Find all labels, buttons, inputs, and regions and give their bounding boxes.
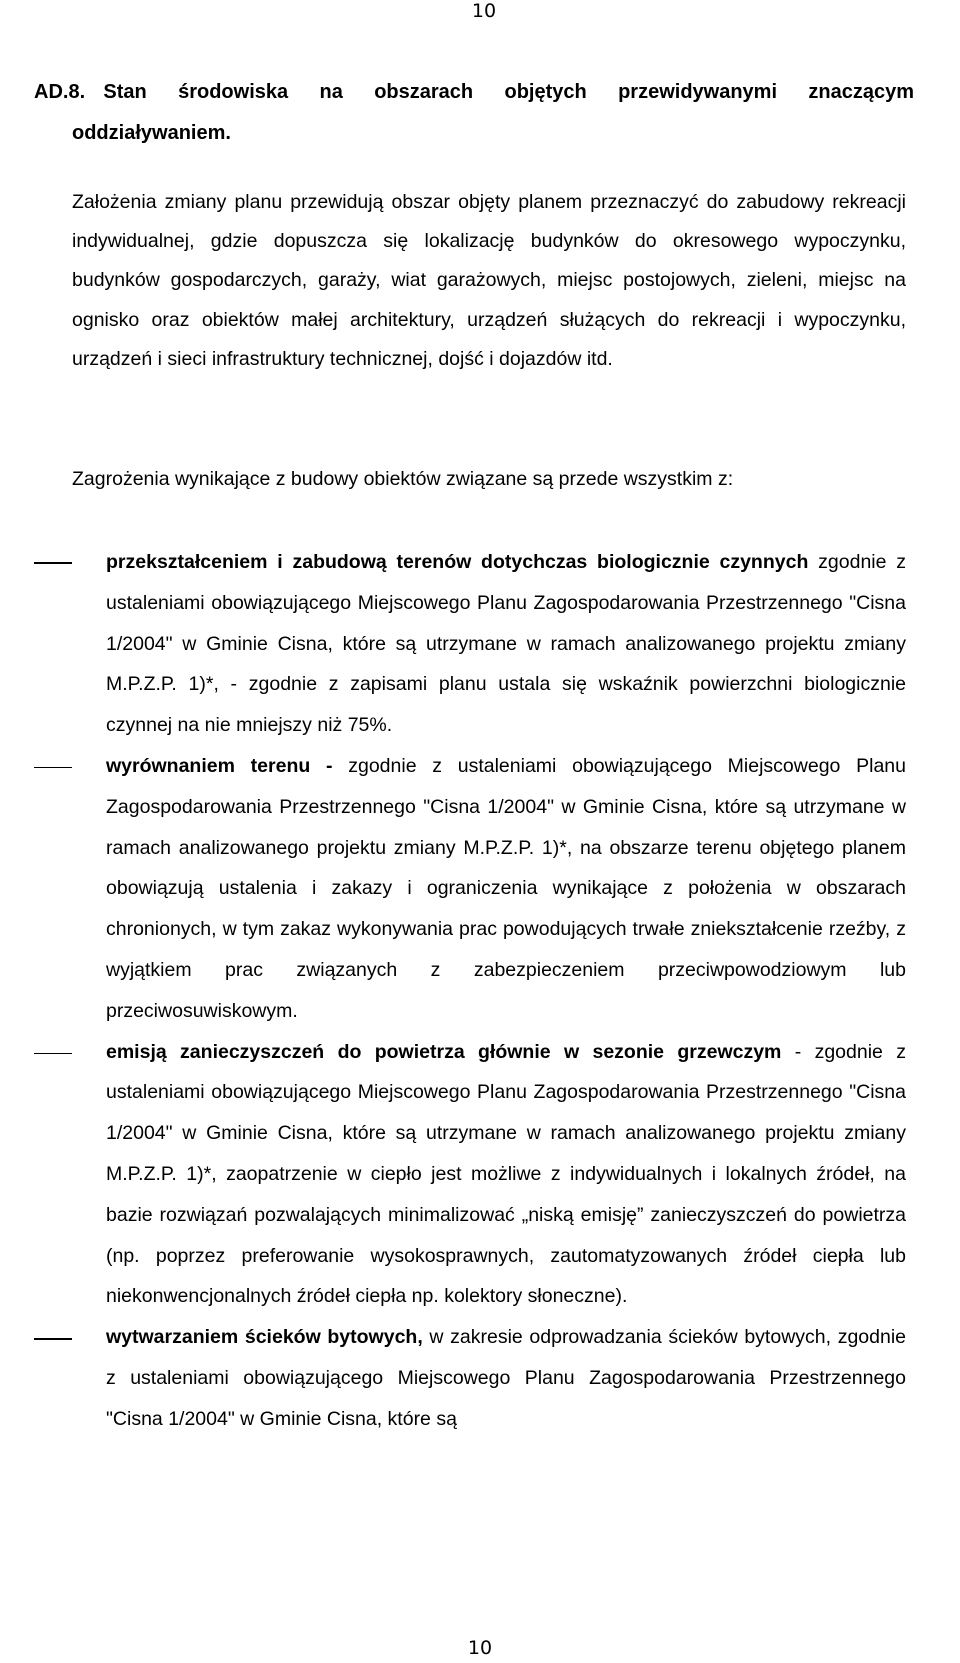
dash-bullet-icon	[34, 1338, 72, 1340]
heading-line-1	[34, 72, 914, 113]
list-item	[34, 542, 906, 746]
threat-list	[34, 542, 906, 1440]
dash-bullet-icon	[34, 767, 72, 769]
paragraph-intro: Założenia zmiany planu przewidują obszar objęty planem przeznaczyć do zabudowy rekreacji indywidualnej, gdzie dopuszcza się lokalizację budynków do okresowego wypoczynku, budynków gospodarczych, garaży, wiat garażowych, miejsc postojowych, zieleni, miejsc na ognisko oraz obiektów małej architektury, urządzeń służących do rekreacji i wypoczynku, urządzeń i sieci infrastruktury technicznej, dojść i dojazdów itd.	[72, 191, 906, 370]
heading-text-line-2: oddziaływaniem.	[72, 122, 231, 144]
list-item	[34, 1032, 906, 1318]
list-item	[34, 746, 906, 1032]
list-item-bold: wytwarzaniem ścieków bytowych,	[106, 1326, 423, 1349]
heading-number: AD.8.	[34, 81, 86, 103]
heading-text-line-1: Stan środowiska na obszarach objętych przewidywanymi znaczącym	[103, 81, 914, 103]
list-item-text: w zakresie odprowadzania ścieków bytowych, zgodnie z ustaleniami obowiązującego Miejscowego Planu Zagospodarowania Przestrzennego "Cisna 1/2004" w Gminie Cisna, które są	[106, 1326, 906, 1430]
list-item-text: - zgodnie z ustaleniami obowiązującego Miejscowego Planu Zagospodarowania Przestrzennego "Cisna 1/2004" w Gminie Cisna, które są utrzymane w ramach analizowanego projektu zmiany M.P.Z.P. 1)*, zaopatrzenie w ciepło jest możliwe z indywidualnych i lokalnych źródeł, na bazie rozwiązań pozwalających minimalizować „niską emisję” zanieczyszczeń do powietrza (np. poprzez preferowanie wysokosprawnych, zautomatyzowanych źródeł ciepła lub niekonwencjonalnych źródeł ciepła np. kolektory słoneczne).	[106, 1040, 906, 1308]
dash-bullet-icon	[34, 1053, 72, 1055]
list-item-bold: przekształceniem i zabudową terenów dotychczas biologicznie czynnych	[106, 551, 809, 573]
page-number-top: 10	[471, 0, 497, 22]
list-item-bold: wyrównaniem terenu -	[106, 754, 333, 777]
list-item-text: zgodnie z ustaleniami obowiązującego Miejscowego Planu Zagospodarowania Przestrzennego "Cisna 1/2004" w Gminie Cisna, które są utrzymane w ramach analizowanego projektu zmiany M.P.Z.P. 1)*, - zgodnie z zapisami planu ustala się wskaźnik powierzchni biologicznie czynnej na nie mniejszy niż 75%.	[106, 551, 906, 737]
section-heading	[34, 72, 914, 154]
list-item-bold: emisją zanieczyszczeń do powietrza głównie w sezonie grzewczym	[106, 1040, 782, 1063]
page-number-bottom: 10	[467, 1637, 493, 1659]
list-item	[34, 1317, 906, 1439]
dash-bullet-icon	[34, 562, 72, 564]
paragraph-threats: Zagrożenia wynikające z budowy obiektów związane są przede wszystkim z:	[72, 468, 734, 490]
list-item-text: zgodnie z ustaleniami obowiązującego Miejscowego Planu Zagospodarowania Przestrzennego "Cisna 1/2004" w Gminie Cisna, które są utrzymane w ramach analizowanego projektu zmiany M.P.Z.P. 1)*, na obszarze terenu objętego planem obowiązują ustalenia i zakazy i ograniczenia wynikające z położenia w obszarach chronionych, w tym zakaz wykonywania prac powodujących trwałe zniekształcenie rzeźby, z wyjątkiem prac związanych z zabezpieczeniem przeciwpowodziowym lub przeciwosuwiskowym.	[106, 754, 907, 1022]
